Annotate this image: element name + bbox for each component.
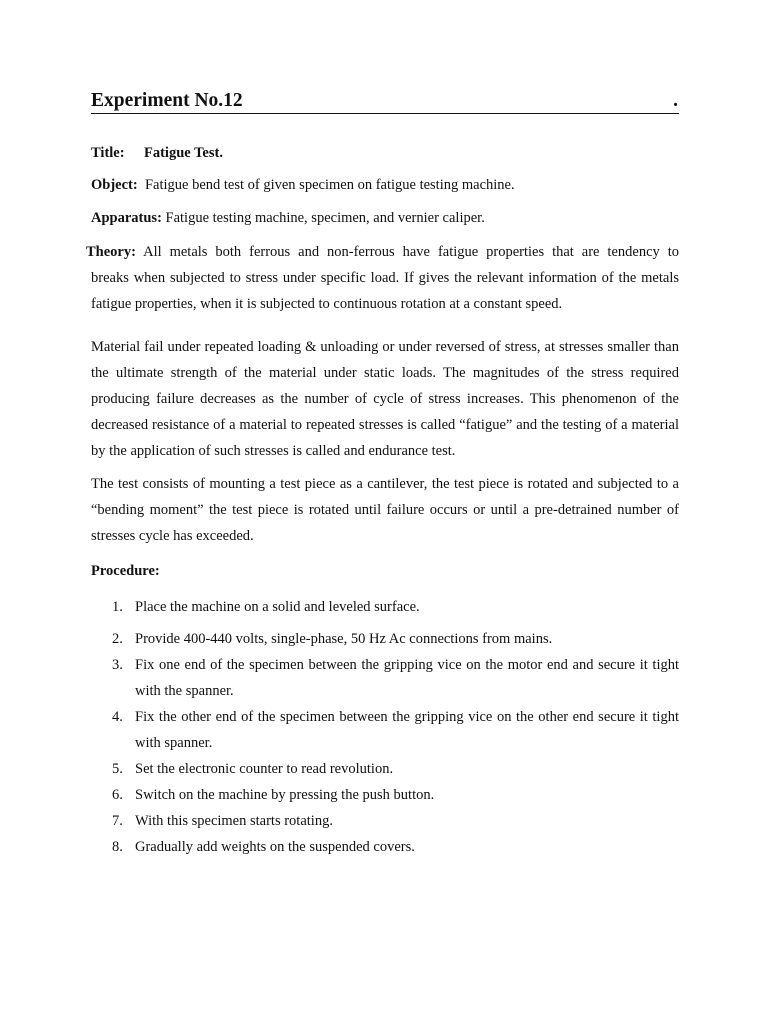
heading-trailing-dot: . <box>673 90 678 111</box>
theory-first-line <box>86 239 679 265</box>
theory-first-text: All metals both ferrous and non-ferrous have fatigue properties that are tendency to <box>143 244 679 260</box>
step-number: 7. <box>112 813 123 829</box>
object-label: Object: <box>91 177 138 193</box>
theory-continuation: breaks when subjected to stress under specific load. If gives the relevant information of the metals fatigue properties, when it is subjected to continuous rotation at a constant speed. <box>91 270 679 313</box>
step-number: 2. <box>112 631 123 647</box>
procedure-step <box>112 756 679 782</box>
apparatus-label: Apparatus: <box>91 210 162 226</box>
apparatus-value: Fatigue testing machine, specimen, and vernier caliper. <box>165 210 485 226</box>
procedure-step <box>112 834 679 860</box>
step-text: Place the machine on a solid and leveled surface. <box>135 599 420 615</box>
step-text: Fix the other end of the specimen between the gripping vice on the other end secure it tight with spanner. <box>135 709 679 751</box>
procedure-list <box>112 594 679 860</box>
step-number: 4. <box>112 709 123 725</box>
procedure-step <box>112 808 679 834</box>
paragraph-test-description: The test consists of mounting a test piece as a cantilever, the test piece is rotated and subjected to a “bending moment” the test piece is rotated until failure occurs or until a pre-detrained number of stresses cycle has exceeded. <box>91 476 679 545</box>
step-text: Set the electronic counter to read revolution. <box>135 761 394 777</box>
theory-label: Theory: <box>86 244 136 260</box>
procedure-heading: Procedure: <box>91 563 160 579</box>
title-label: Title: <box>91 145 125 161</box>
step-number: 5. <box>112 761 123 777</box>
apparatus-row <box>91 209 485 227</box>
theory-section <box>86 239 679 317</box>
object-row <box>91 176 515 194</box>
experiment-heading <box>91 89 679 114</box>
step-text: With this specimen starts rotating. <box>135 813 333 829</box>
paragraph-fatigue-definition: Material fail under repeated loading & unloading or under reversed of stress, at stresses smaller than the ultimate strength of the material under static loads. The magnitudes of the stress required producing failure decreases as the number of cycle of stress increases. This phenomenon of the decreased resistance of a material to repeated stresses is called “fatigue” and the testing of a material by the application of such stresses is called and endurance test. <box>91 339 679 460</box>
step-text: Gradually add weights on the suspended covers. <box>135 839 415 855</box>
procedure-step <box>112 704 679 756</box>
step-number: 6. <box>112 787 123 803</box>
step-text: Provide 400-440 volts, single-phase, 50 Hz Ac connections from mains. <box>135 631 553 647</box>
step-number: 3. <box>112 657 123 673</box>
step-text: Switch on the machine by pressing the push button. <box>135 787 435 803</box>
procedure-step <box>112 626 679 652</box>
title-row <box>91 144 223 162</box>
step-number: 8. <box>112 839 123 855</box>
object-value: Fatigue bend test of given specimen on fatigue testing machine. <box>144 177 515 193</box>
step-number: 1. <box>112 599 123 615</box>
procedure-step <box>112 652 679 704</box>
procedure-step <box>112 594 679 620</box>
title-value: Fatigue Test. <box>144 145 223 161</box>
step-text: Fix one end of the specimen between the gripping vice on the motor end and secure it tight with the spanner. <box>135 657 679 699</box>
experiment-number: Experiment No.12 <box>91 90 243 111</box>
procedure-step <box>112 782 679 808</box>
